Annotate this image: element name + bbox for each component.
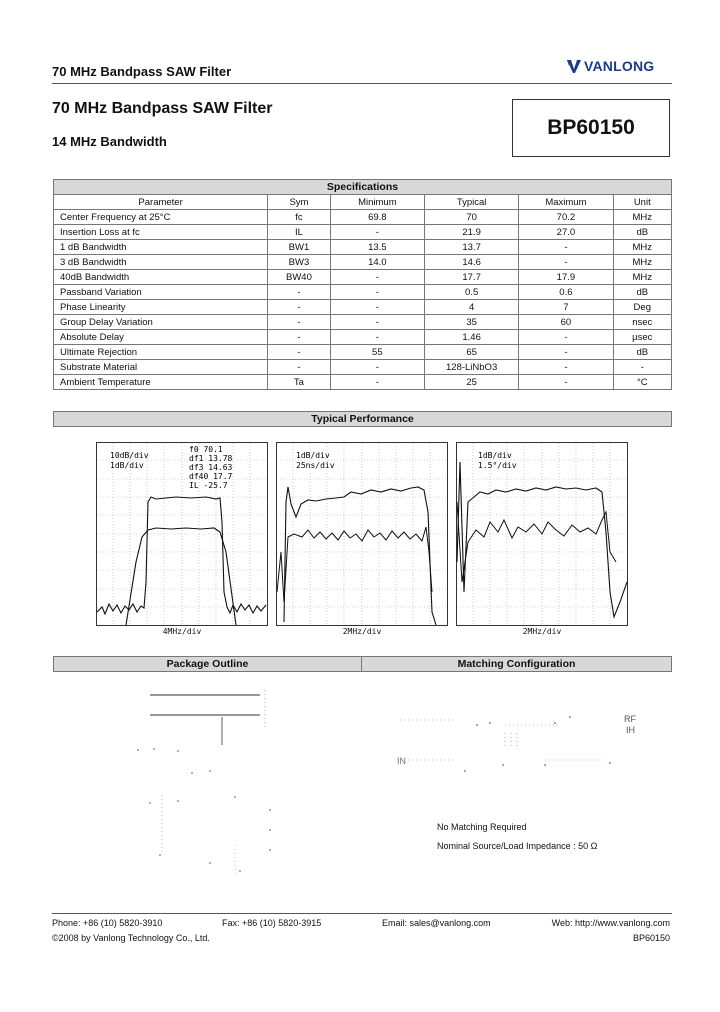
table-cell: Ultimate Rejection [54, 345, 268, 360]
table-cell: °C [613, 375, 671, 390]
table-row [54, 315, 672, 330]
group-delay-plot [276, 442, 448, 626]
plot1-readout: df1 13.78 [189, 454, 233, 463]
table-cell: 0.5 [424, 285, 518, 300]
table-cell: 69.8 [330, 210, 424, 225]
table-cell: 21.9 [424, 225, 518, 240]
table-cell: IL [268, 225, 331, 240]
table-cell: fc [268, 210, 331, 225]
plot2-scale-2: 25ns/div [296, 461, 335, 470]
header-title: 70 MHz Bandpass SAW Filter [52, 64, 232, 79]
table-cell: 14.6 [424, 255, 518, 270]
page-title: 70 MHz Bandpass SAW Filter [52, 100, 273, 117]
phase-linearity-plot [456, 442, 628, 626]
table-cell: - [268, 300, 331, 315]
table-cell: 17.9 [519, 270, 613, 285]
table-cell: - [330, 315, 424, 330]
table-cell: 60 [519, 315, 613, 330]
table-cell: - [330, 270, 424, 285]
col-header: Typical [424, 195, 518, 210]
table-cell: 3 dB Bandwidth [54, 255, 268, 270]
table-row [54, 240, 672, 255]
frequency-response-plot [96, 442, 268, 626]
plot1-readout: df40 17.7 [189, 472, 233, 481]
table-cell: Insertion Loss at fc [54, 225, 268, 240]
plot1-readout: f0 70.1 [189, 445, 223, 454]
table-row [54, 210, 672, 225]
table-cell: Substrate Material [54, 360, 268, 375]
table-row [54, 345, 672, 360]
table-cell: 70 [424, 210, 518, 225]
table-cell: - [330, 300, 424, 315]
table-cell: dB [613, 345, 671, 360]
footer-email[interactable]: Email: sales@vanlong.com [382, 918, 491, 928]
col-header: Minimum [330, 195, 424, 210]
col-header: Maximum [519, 195, 613, 210]
table-cell: 7 [519, 300, 613, 315]
table-cell: 14.0 [330, 255, 424, 270]
table-row [54, 285, 672, 300]
table-cell: dB [613, 225, 671, 240]
table-row [54, 360, 672, 375]
table-cell: MHz [613, 240, 671, 255]
table-cell: - [268, 330, 331, 345]
matching-config-heading: Matching Configuration [361, 656, 672, 672]
table-row [54, 300, 672, 315]
matching-note-2: Nominal Source/Load Impedance : 50 Ω [437, 841, 598, 851]
plot1-scale-1: 10dB/div [110, 451, 149, 460]
table-cell: - [330, 225, 424, 240]
plot3-xlabel: 2MHz/div [522, 627, 562, 636]
table-cell: - [330, 375, 424, 390]
page-subtitle: 14 MHz Bandwidth [52, 134, 167, 149]
table-cell: - [330, 330, 424, 345]
table-header-row [54, 195, 672, 210]
table-cell: MHz [613, 210, 671, 225]
table-cell: 40dB Bandwidth [54, 270, 268, 285]
company-logo [566, 58, 654, 74]
matching-label-ih: IH [626, 725, 635, 735]
table-cell: 27.0 [519, 225, 613, 240]
col-header: Parameter [54, 195, 268, 210]
table-cell: 128-LiNbO3 [424, 360, 518, 375]
table-row [54, 270, 672, 285]
table-row [54, 375, 672, 390]
table-cell: MHz [613, 255, 671, 270]
table-cell: - [519, 240, 613, 255]
table-cell: 70.2 [519, 210, 613, 225]
table-cell: - [330, 360, 424, 375]
table-cell: Ambient Temperature [54, 375, 268, 390]
part-number-box [512, 99, 670, 157]
table-cell: Ta [268, 375, 331, 390]
table-cell: µsec [613, 330, 671, 345]
plot3-scale-2: 1.5°/div [478, 461, 517, 470]
plot2-scale-1: 1dB/div [296, 451, 330, 460]
plot1-readout: df3 14.63 [189, 463, 233, 472]
table-cell: - [268, 360, 331, 375]
table-cell: - [268, 315, 331, 330]
table-cell: 13.5 [330, 240, 424, 255]
table-cell: - [613, 360, 671, 375]
matching-schematic [395, 705, 645, 780]
specifications-heading: Specifications [54, 180, 672, 195]
specifications-table [53, 179, 672, 390]
header-rule [52, 83, 672, 84]
plot1-xlabel: 4MHz/div [162, 627, 202, 636]
table-cell: 1.46 [424, 330, 518, 345]
plot3-scale-1: 1dB/div [478, 451, 512, 460]
package-outline-drawing [130, 685, 280, 880]
table-cell: 25 [424, 375, 518, 390]
table-cell: - [519, 345, 613, 360]
table-cell: 13.7 [424, 240, 518, 255]
table-row [54, 330, 672, 345]
table-cell: - [268, 345, 331, 360]
table-cell: nsec [613, 315, 671, 330]
footer-part-number: BP60150 [632, 933, 670, 943]
table-cell: - [268, 285, 331, 300]
footer-phone: Phone: +86 (10) 5820-3910 [52, 918, 163, 928]
table-cell: - [519, 255, 613, 270]
table-cell: 4 [424, 300, 518, 315]
plot2-xlabel: 2MHz/div [342, 627, 382, 636]
matching-note-1: No Matching Required [437, 822, 527, 832]
table-row [54, 225, 672, 240]
footer-rule [52, 913, 672, 914]
table-cell: 55 [330, 345, 424, 360]
footer-fax: Fax: +86 (10) 5820-3915 [222, 918, 322, 928]
table-cell: 17.7 [424, 270, 518, 285]
table-cell: Center Frequency at 25°C [54, 210, 268, 225]
footer-copyright: ©2008 by Vanlong Technology Co., Ltd. [52, 933, 210, 943]
vanlong-logo-icon [566, 58, 582, 74]
table-cell: MHz [613, 270, 671, 285]
plot1-scale-2: 1dB/div [110, 461, 144, 470]
table-cell: 0.6 [519, 285, 613, 300]
table-cell: - [519, 375, 613, 390]
table-cell: 1 dB Bandwidth [54, 240, 268, 255]
table-cell: 65 [424, 345, 518, 360]
table-cell: BW40 [268, 270, 331, 285]
table-cell: Phase Linearity [54, 300, 268, 315]
table-cell: 35 [424, 315, 518, 330]
table-cell: dB [613, 285, 671, 300]
package-outline-heading: Package Outline [53, 656, 362, 672]
performance-heading: Typical Performance [53, 411, 672, 427]
table-cell: Absolute Delay [54, 330, 268, 345]
col-header: Sym [268, 195, 331, 210]
table-cell: BW3 [268, 255, 331, 270]
table-cell: BW1 [268, 240, 331, 255]
table-cell: - [330, 285, 424, 300]
plot1-readout: IL -25.7 [189, 481, 228, 490]
col-header: Unit [613, 195, 671, 210]
part-number: BP60150 [547, 116, 635, 139]
table-cell: Group Delay Variation [54, 315, 268, 330]
footer-web[interactable]: Web: http://www.vanlong.com [551, 918, 670, 928]
matching-label-in: IN [397, 756, 406, 766]
table-row [54, 255, 672, 270]
table-cell: Deg [613, 300, 671, 315]
table-cell: - [519, 330, 613, 345]
logo-text: VANLONG [584, 58, 655, 74]
matching-label-rf: RF [624, 714, 636, 724]
table-cell: Passband Variation [54, 285, 268, 300]
table-cell: - [519, 360, 613, 375]
